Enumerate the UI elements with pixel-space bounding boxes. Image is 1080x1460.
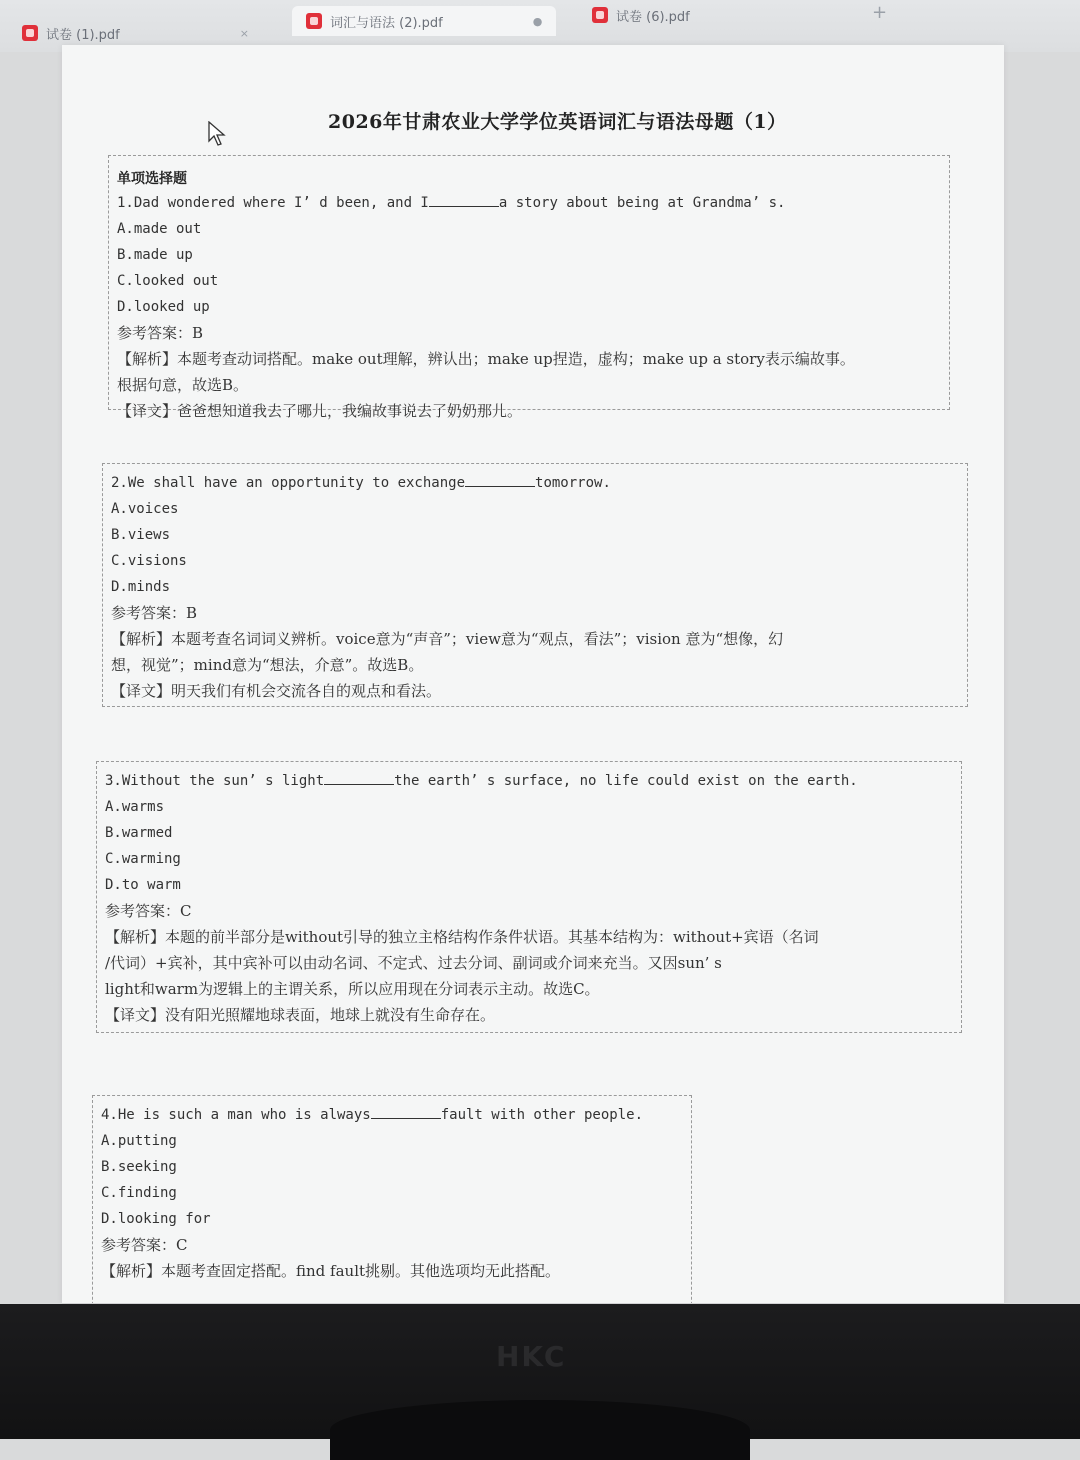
analysis: 【解析】本题的前半部分是without引导的独立主格结构作条件状语。其基本结构为：without+宾语（名词 [105,928,819,946]
question-card [108,155,950,420]
option: A.voices [111,501,179,517]
analysis: /代词）+宾补，其中宾补可以由动名词、不定式、过去分词、副词或介词来充当。又因sun’ s [105,954,722,972]
option: A.made out [117,221,202,237]
monitor-brand-logo: HKC [496,1340,567,1373]
stem-text: fault with other people. [440,1107,644,1123]
answer-blank [324,770,394,785]
option: A.warms [105,799,165,815]
tab-exam-1[interactable] [22,18,249,48]
answer-blank [465,472,535,487]
close-icon[interactable]: × [239,26,249,40]
stem-text: tomorrow. [535,475,611,491]
question-stem [111,470,959,496]
pdf-icon [592,7,608,23]
option: D.minds [111,579,171,595]
tab-label: 词汇与语法 (2).pdf [330,15,443,31]
question-card [102,463,968,707]
stem-text: 1.Dad wondered where I’ d been, and I [117,195,429,211]
tab-exam-6[interactable] [592,0,690,30]
question-card [96,761,962,1033]
question-stem [117,190,941,216]
stem-text: 2.We shall have an opportunity to exchange [111,475,466,491]
answer-blank [429,192,499,207]
option: D.looked up [117,299,210,315]
tab-label: 试卷 (6).pdf [616,9,690,25]
stem-text: 4.He is such a man who is always [101,1107,371,1123]
stem-text: the earth’ s surface, no life could exist on the earth. [394,773,858,789]
reference-answer: 参考答案：C [105,902,192,920]
option: D.to warm [105,877,181,893]
option: A.putting [101,1133,177,1149]
mouse-cursor-icon [208,121,226,147]
option: C.visions [111,553,187,569]
tab-vocab-grammar[interactable] [292,6,556,36]
analysis: 【解析】本题考查动词搭配。make out理解，辨认出；make up捏造，虚构；make up a story表示编故事。 [117,350,855,368]
reference-answer: 参考答案：B [111,604,198,622]
analysis: 想，视觉”；mind意为“想法，介意”。故选B。 [111,656,424,674]
option: C.looked out [117,273,219,289]
option: D.looking for [101,1211,211,1227]
question-stem [105,768,953,794]
pdf-page [62,45,1004,1303]
analysis: light和warm为逻辑上的主谓关系，所以应用现在分词表示主动。故选C。 [105,980,600,998]
translation: 【译文】爸爸想知道我去了哪儿，我编故事说去了奶奶那儿。 [117,402,523,420]
analysis: 【解析】本题考查名词词义辨析。voice意为“声音”；view意为“观点，看法”；vision 意为“想像，幻 [111,630,784,648]
stem-text: a story about being at Grandma’ s. [498,195,786,211]
monitor-stand [330,1400,750,1460]
option: B.seeking [101,1159,177,1175]
tab-label: 试卷 (1).pdf [46,27,120,43]
section-heading: 单项选择题 [117,171,187,187]
question-stem [101,1102,683,1128]
close-icon[interactable]: ● [532,14,543,28]
option: B.made up [117,247,193,263]
pdf-icon [22,25,38,41]
option: B.warmed [105,825,173,841]
option: C.warming [105,851,181,867]
document-title: 2026年甘肃农业大学学位英语词汇与语法母题（1） [328,111,787,133]
question-card [92,1095,692,1303]
translation: 【译文】没有阳光照耀地球表面，地球上就没有生命存在。 [105,1006,496,1024]
new-tab-button[interactable]: + [872,2,888,23]
answer-blank [371,1104,441,1119]
pdf-icon [306,13,322,29]
reference-answer: 参考答案：B [117,324,204,342]
reference-answer: 参考答案：C [101,1236,188,1254]
option: C.finding [101,1185,177,1201]
option: B.views [111,527,171,543]
analysis: 【解析】本题考查固定搭配。find fault挑剔。其他选项均无此搭配。 [101,1262,561,1280]
translation: 【译文】明天我们有机会交流各自的观点和看法。 [111,682,442,700]
stem-text: 3.Without the sun’ s light [105,773,325,789]
analysis: 根据句意，故选B。 [117,376,249,394]
